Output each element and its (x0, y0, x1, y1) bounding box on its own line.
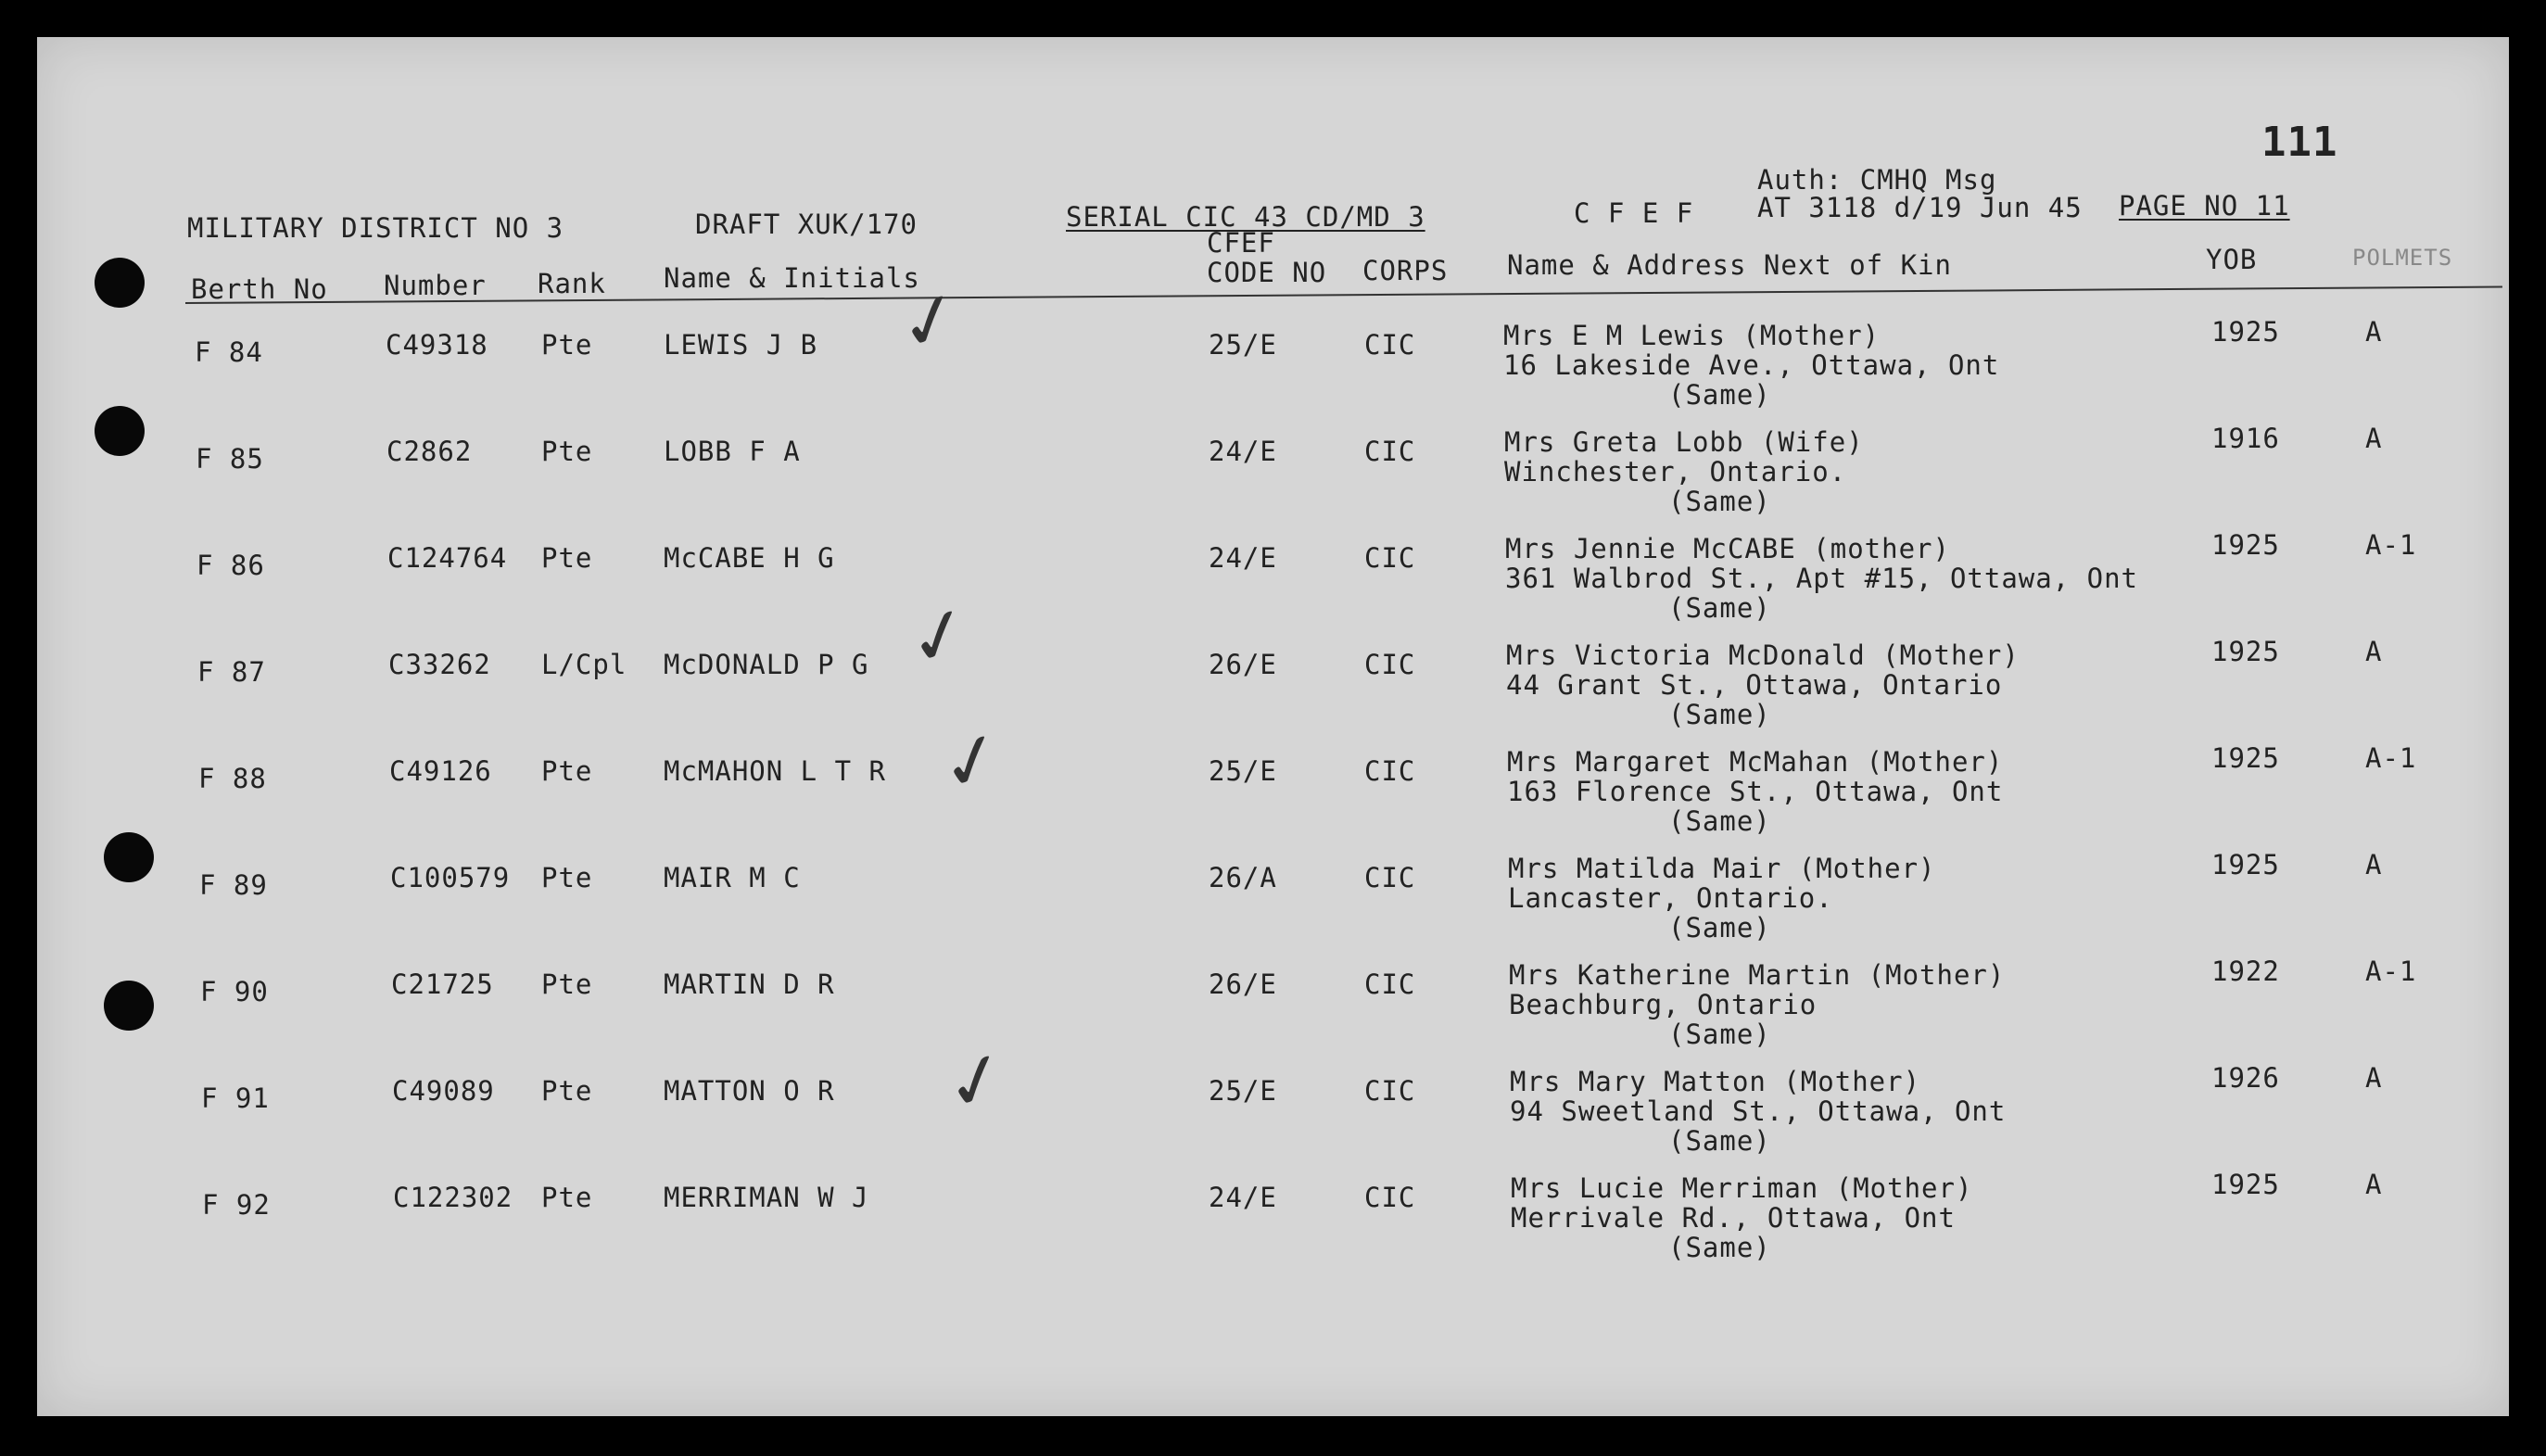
year-of-birth: 1925 (2211, 636, 2280, 667)
service-number: C124764 (387, 542, 508, 574)
category: A (2365, 316, 2383, 348)
punch-hole (104, 832, 154, 882)
category: A-1 (2365, 956, 2417, 987)
corps: CIC (1364, 1182, 1416, 1213)
berth-no: F 90 (200, 976, 269, 1007)
soldier-name: LOBB F A (664, 436, 801, 467)
service-number: C21725 (391, 969, 494, 1000)
document-sheet (37, 37, 2509, 1416)
next-of-kin-line: Mrs Lucie Merriman (Mother) (1511, 1172, 1973, 1204)
service-number: C122302 (393, 1182, 513, 1213)
auth-line-1: Auth: CMHQ Msg (1757, 164, 1997, 196)
cfef-label: C F E F (1574, 197, 1694, 229)
service-number: C49089 (392, 1075, 495, 1107)
check-mark-icon: ✓ (935, 1031, 1018, 1132)
next-of-kin-line: 94 Sweetland St., Ottawa, Ont (1510, 1095, 2007, 1127)
next-of-kin-line: (Same) (1668, 1019, 1771, 1050)
service-number: C33262 (388, 649, 491, 680)
rank: Pte (541, 436, 593, 467)
rank: Pte (541, 755, 593, 787)
next-of-kin-line: (Same) (1668, 699, 1771, 730)
year-of-birth: 1925 (2211, 742, 2280, 774)
service-number: C49318 (386, 329, 488, 361)
next-of-kin-line: (Same) (1668, 486, 1771, 517)
category: A (2365, 1062, 2383, 1094)
year-of-birth: 1925 (2211, 529, 2280, 561)
berth-no: F 87 (197, 656, 266, 688)
category: A (2365, 849, 2383, 880)
rank: Pte (541, 542, 593, 574)
category: A (2365, 636, 2383, 667)
col-name: Name & Initials (664, 262, 920, 294)
next-of-kin-line: 44 Grant St., Ottawa, Ontario (1506, 669, 2003, 701)
col-rank: Rank (538, 268, 606, 299)
next-of-kin-line: Mrs Jennie McCABE (mother) (1505, 533, 1950, 564)
next-of-kin-line: (Same) (1668, 379, 1771, 411)
check-mark-icon: ✓ (889, 271, 971, 372)
corps: CIC (1364, 1075, 1416, 1107)
next-of-kin-line: Mrs Margaret McMahan (Mother) (1507, 746, 2004, 778)
col-cfef: CFEF (1207, 227, 1275, 259)
serial: SERIAL CIC 43 CD/MD 3 (1066, 201, 1425, 233)
punch-hole (104, 981, 154, 1031)
col-next-of-kin: Name & Address Next of Kin (1507, 249, 1952, 281)
col-berth-no: Berth No (191, 273, 328, 305)
year-of-birth: 1925 (2211, 316, 2280, 348)
berth-no: F 88 (198, 763, 267, 794)
year-of-birth: 1916 (2211, 423, 2280, 454)
berth-no: F 89 (199, 869, 268, 901)
col-number: Number (384, 270, 487, 301)
cfef-code: 26/E (1209, 969, 1277, 1000)
check-mark-icon: ✓ (898, 586, 981, 687)
col-category: POLMETS (2352, 245, 2453, 271)
soldier-name: MAIR M C (664, 862, 801, 893)
soldier-name: MATTON O R (664, 1075, 835, 1107)
next-of-kin-line: Mrs Greta Lobb (Wife) (1504, 426, 1864, 458)
military-district: MILITARY DISTRICT NO 3 (187, 212, 564, 244)
punch-hole (95, 406, 145, 456)
cfef-code: 26/E (1209, 649, 1277, 680)
rank: Pte (541, 329, 593, 361)
next-of-kin-line: 16 Lakeside Ave., Ottawa, Ont (1503, 349, 2000, 381)
rank: L/Cpl (541, 649, 627, 680)
corps: CIC (1364, 969, 1416, 1000)
year-of-birth: 1925 (2211, 849, 2280, 880)
corps: CIC (1364, 755, 1416, 787)
year-of-birth: 1922 (2211, 956, 2280, 987)
check-mark-icon: ✓ (931, 711, 1013, 812)
next-of-kin-line: Mrs Matilda Mair (Mother) (1508, 853, 1936, 884)
soldier-name: McDONALD P G (664, 649, 869, 680)
cfef-code: 25/E (1209, 1075, 1277, 1107)
service-number: C49126 (389, 755, 492, 787)
corps: CIC (1364, 862, 1416, 893)
next-of-kin-line: (Same) (1668, 1232, 1771, 1263)
header-rule (185, 286, 2502, 304)
auth-line-2: AT 3118 d/19 Jun 45 (1757, 192, 2083, 223)
cfef-code: 25/E (1209, 329, 1277, 361)
page-number: 111 (2261, 119, 2338, 166)
category: A (2365, 423, 2383, 454)
draft: DRAFT XUK/170 (695, 209, 918, 240)
rank: Pte (541, 969, 593, 1000)
col-corps: CORPS (1362, 255, 1449, 286)
next-of-kin-line: Mrs E M Lewis (Mother) (1503, 320, 1881, 351)
berth-no: F 85 (196, 443, 264, 475)
soldier-name: MARTIN D R (664, 969, 835, 1000)
cfef-code: 24/E (1209, 542, 1277, 574)
next-of-kin-line: (Same) (1668, 912, 1771, 943)
berth-no: F 86 (196, 550, 265, 581)
cfef-code: 26/A (1209, 862, 1277, 893)
service-number: C2862 (386, 436, 473, 467)
next-of-kin-line: Beachburg, Ontario (1509, 989, 1818, 1020)
cfef-code: 25/E (1209, 755, 1277, 787)
rank: Pte (541, 1182, 593, 1213)
col-code-no: CODE NO (1207, 257, 1327, 288)
next-of-kin-line: 163 Florence St., Ottawa, Ont (1507, 776, 2004, 807)
category: A-1 (2365, 742, 2417, 774)
corps: CIC (1364, 542, 1416, 574)
next-of-kin-line: Mrs Mary Matton (Mother) (1510, 1066, 1921, 1097)
soldier-name: McCABE H G (664, 542, 835, 574)
next-of-kin-line: Mrs Katherine Martin (Mother) (1509, 959, 2006, 991)
corps: CIC (1364, 329, 1416, 361)
year-of-birth: 1926 (2211, 1062, 2280, 1094)
berth-no: F 84 (195, 336, 263, 368)
rank: Pte (541, 862, 593, 893)
page-no: PAGE NO 11 (2119, 190, 2290, 222)
next-of-kin-line: (Same) (1668, 1125, 1771, 1157)
next-of-kin-line: 361 Walbrod St., Apt #15, Ottawa, Ont (1505, 563, 2139, 594)
cfef-code: 24/E (1209, 436, 1277, 467)
corps: CIC (1364, 436, 1416, 467)
berth-no: F 91 (201, 1083, 270, 1114)
soldier-name: MERRIMAN W J (664, 1182, 869, 1213)
corps: CIC (1364, 649, 1416, 680)
punch-hole (95, 258, 145, 308)
next-of-kin-line: Winchester, Ontario. (1504, 456, 1847, 487)
col-yob: YOB (2206, 244, 2258, 275)
category: A-1 (2365, 529, 2417, 561)
service-number: C100579 (390, 862, 511, 893)
cfef-code: 24/E (1209, 1182, 1277, 1213)
category: A (2365, 1169, 2383, 1200)
soldier-name: LEWIS J B (664, 329, 818, 361)
next-of-kin-line: (Same) (1668, 592, 1771, 624)
next-of-kin-line: Mrs Victoria McDonald (Mother) (1506, 639, 2020, 671)
year-of-birth: 1925 (2211, 1169, 2280, 1200)
soldier-name: McMAHON L T R (664, 755, 886, 787)
next-of-kin-line: Merrivale Rd., Ottawa, Ont (1511, 1202, 1956, 1234)
next-of-kin-line: (Same) (1668, 805, 1771, 837)
berth-no: F 92 (202, 1189, 271, 1221)
rank: Pte (541, 1075, 593, 1107)
next-of-kin-line: Lancaster, Ontario. (1508, 882, 1833, 914)
